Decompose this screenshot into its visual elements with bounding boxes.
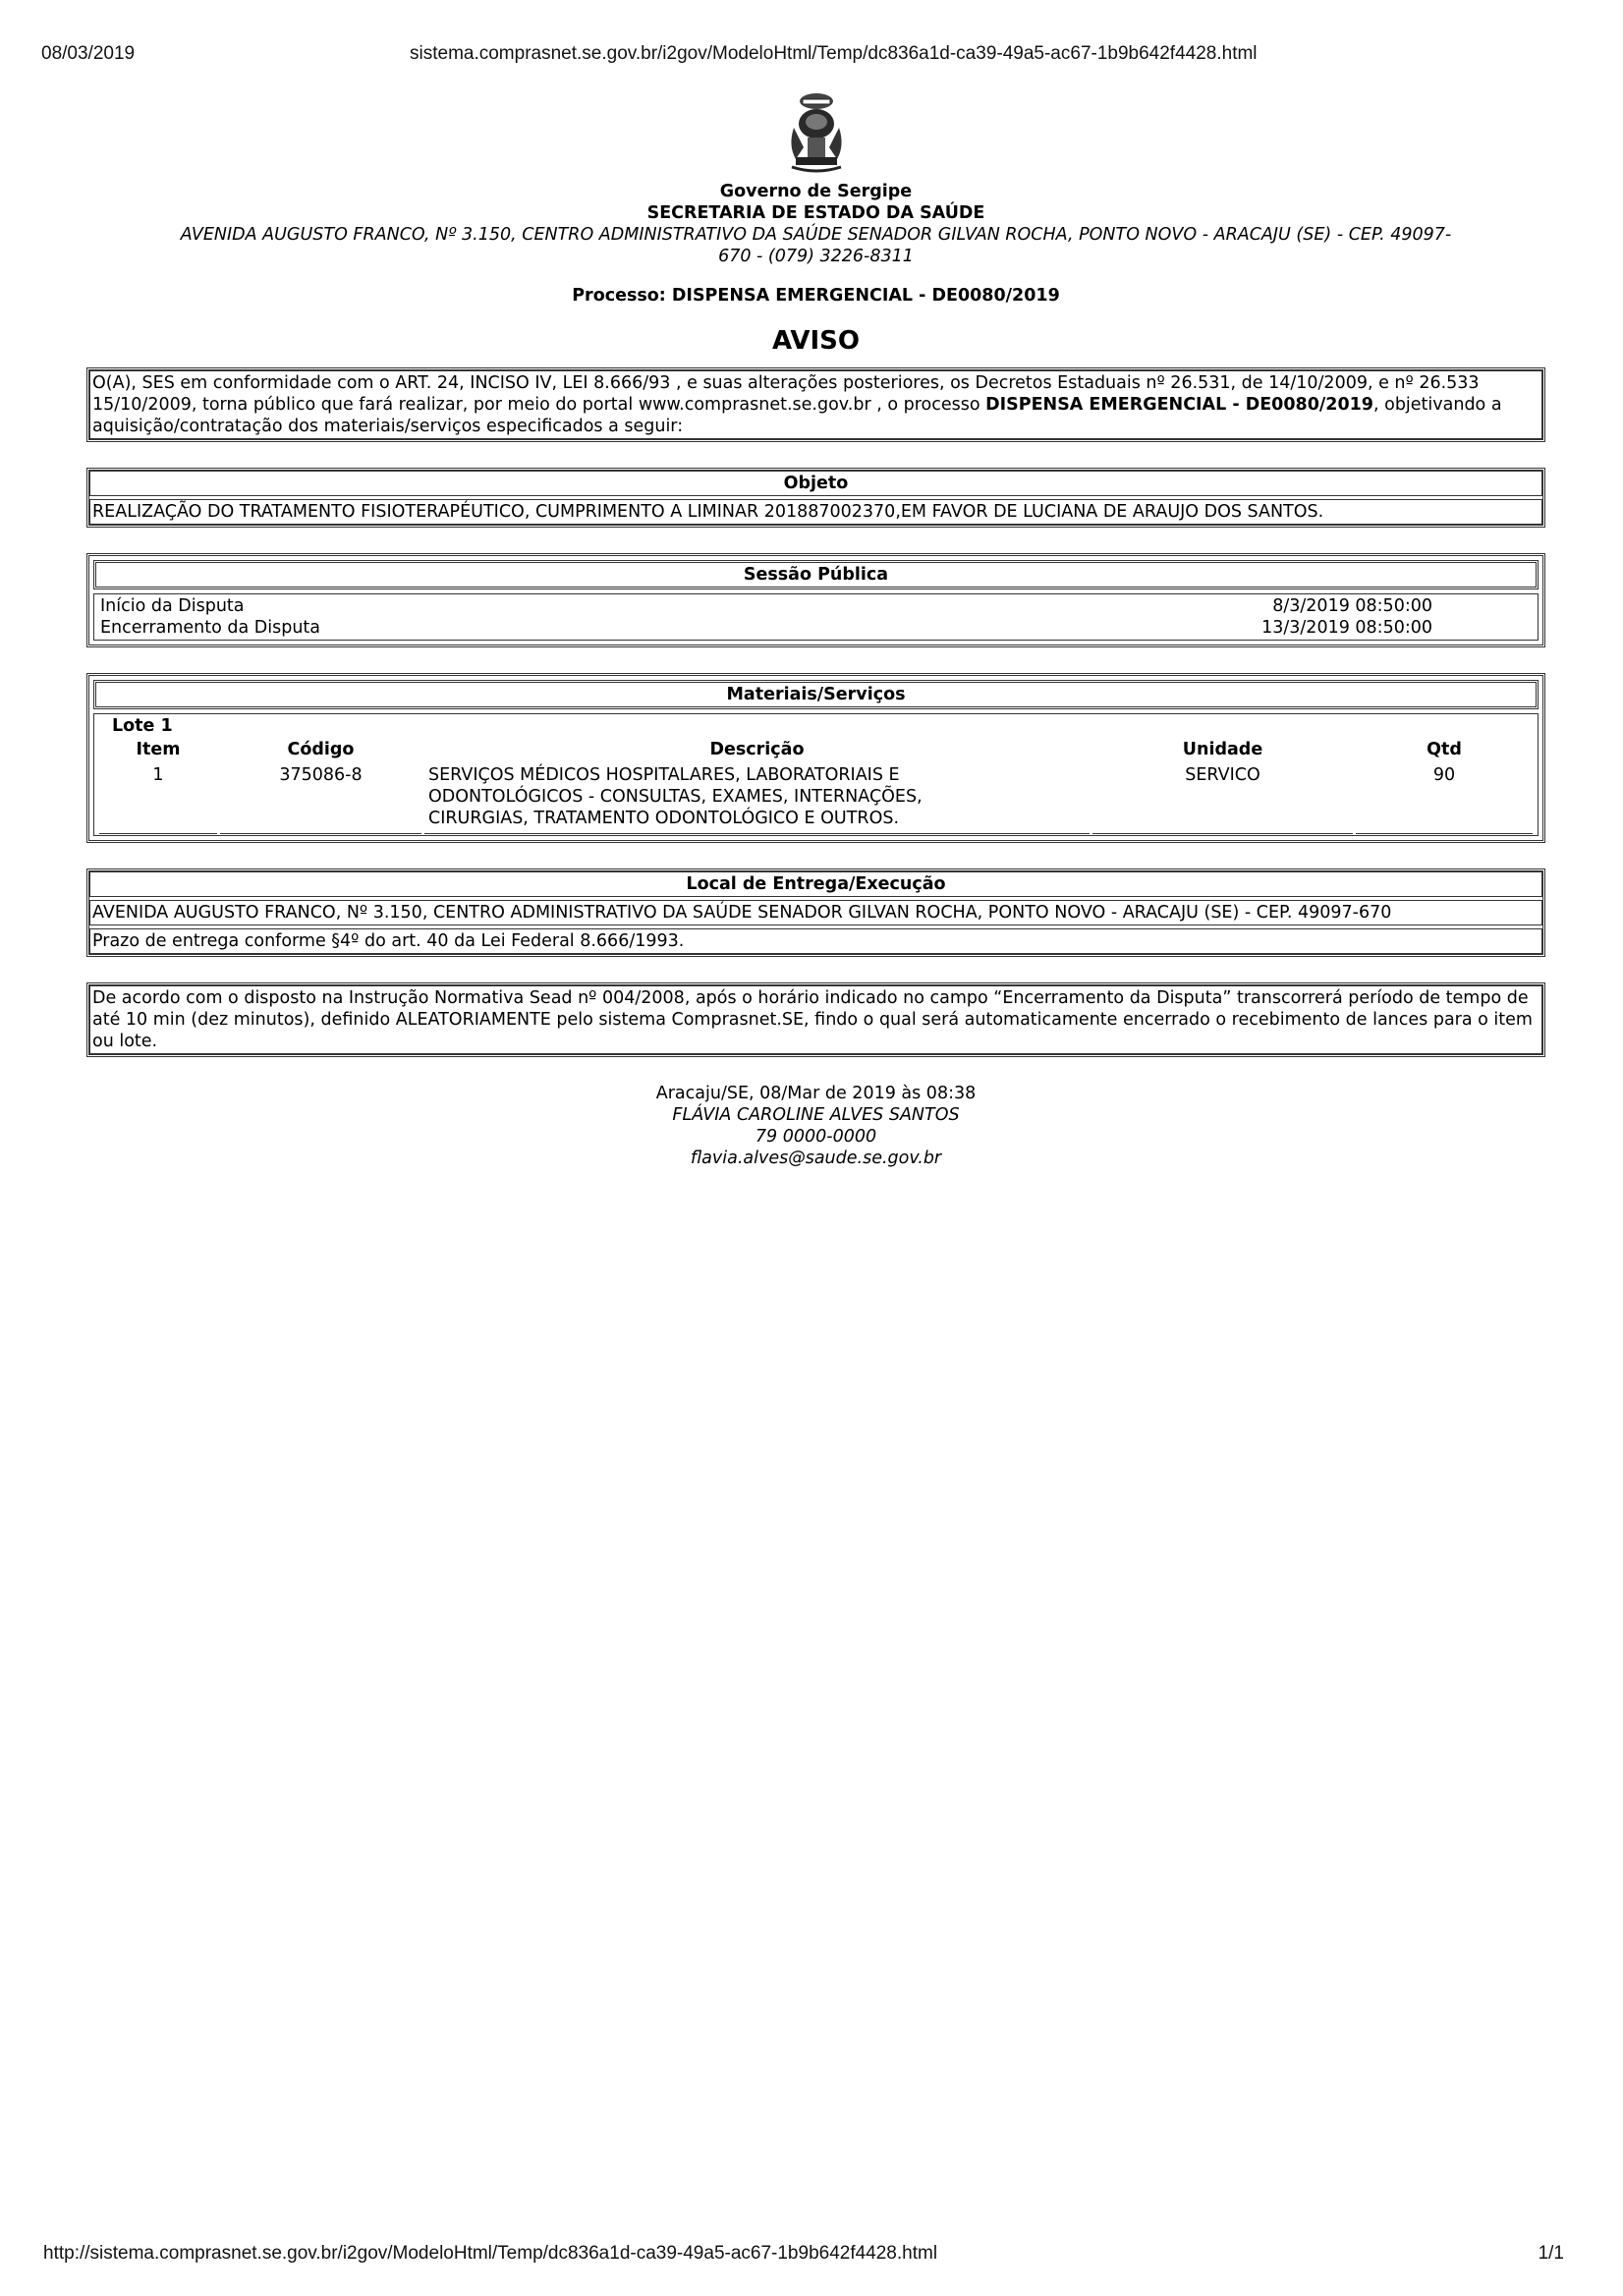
col-unidade: Unidade <box>1182 740 1263 759</box>
print-url: sistema.comprasnet.se.gov.br/i2gov/ModeloHtml/Temp/dc836a1d-ca39-49a5-ac67-1b9b642f4428.html <box>410 43 1258 64</box>
col-codigo: Código <box>287 740 355 759</box>
item-descricao <box>424 762 1090 834</box>
descricao-line-2: ODONTOLÓGICOS - CONSULTAS, EXAMES, INTERNAÇÕES, <box>428 787 923 807</box>
local-prazo: Prazo de entrega conforme §4º do art. 40 da Lei Federal 8.666/1993. <box>89 928 1542 954</box>
government-name: Governo de Sergipe <box>719 182 913 201</box>
col-descricao: Descrição <box>709 740 805 759</box>
objeto-heading: Objeto <box>89 471 1542 496</box>
local-box <box>86 868 1545 957</box>
item-codigo: 375086-8 <box>220 762 421 834</box>
sessao-heading: Sessão Pública <box>93 560 1539 589</box>
signature-name: FLÁVIA CAROLINE ALVES SANTOS <box>672 1105 960 1125</box>
signature-place-date: Aracaju/SE, 08/Mar de 2019 às 08:38 <box>655 1084 977 1103</box>
materiais-box <box>86 673 1545 843</box>
objeto-box <box>86 468 1545 528</box>
inicio-label: Início da Disputa <box>100 596 245 616</box>
sessao-box <box>86 553 1545 647</box>
document <box>86 88 1545 1169</box>
nota-text: De acordo com o disposto na Instrução Normativa Sead nº 004/2008, após o horário indicado no campo “Encerramento da Disputa” transcorrerá período de tempo de até 10 min (dez minutos), definido ALEATORIAMENTE pelo sistema Comprasnet.SE, findo o qual será automaticamente encerrado o recebimento de lances para o item ou lote. <box>89 985 1542 1054</box>
page-title: AVISO <box>772 326 860 356</box>
col-item: Item <box>136 740 181 759</box>
footer-page: 1/1 <box>1538 2243 1564 2264</box>
item-number: 1 <box>99 762 217 834</box>
descricao-line-1: SERVIÇOS MÉDICOS HOSPITALARES, LABORATORIAIS E <box>428 765 900 785</box>
intro-paragraph <box>89 370 1542 439</box>
items-table <box>96 737 1536 834</box>
footer-url: http://sistema.comprasnet.se.gov.br/i2gov/ModeloHtml/Temp/dc836a1d-ca39-49a5-ac67-1b9b642f4428.html <box>43 2243 938 2264</box>
signature-block <box>86 1083 1545 1169</box>
signature-email: flavia.alves@saude.se.gov.br <box>690 1148 942 1168</box>
signature-phone: 79 0000-0000 <box>755 1127 877 1147</box>
item-unidade: SERVICO <box>1092 762 1353 834</box>
local-address: AVENIDA AUGUSTO FRANCO, Nº 3.150, CENTRO ADMINISTRATIVO DA SAÚDE SENADOR GILVAN ROCHA, PONTO NOVO - ARACAJU (SE) - CEP. 49097-670 <box>89 900 1542 925</box>
inicio-row <box>96 595 1536 617</box>
print-date: 08/03/2019 <box>41 43 136 64</box>
encerramento-value: 13/3/2019 08:50:00 <box>1261 618 1432 638</box>
col-qtd: Qtd <box>1427 740 1462 759</box>
intro-process-bold: DISPENSA EMERGENCIAL - DE0080/2019 <box>985 395 1373 415</box>
lote-panel <box>93 713 1539 836</box>
local-heading: Local de Entrega/Execução <box>89 871 1542 897</box>
intro-text: O(A), SES em conformidade com o ART. 24, INCISO IV, LEI 8.666/93 , e suas alterações posteriores, os Decretos Estaduais nº 26.531, de 14/10/2009, e nº 26.533 15/10/2009, torna público que fará realizar, por meio do portal www.comprasnet.se.gov.br , o processo <box>92 373 1480 415</box>
encerramento-label: Encerramento da Disputa <box>100 618 321 638</box>
descricao-line-3: CIRURGIAS, TRATAMENTO ODONTOLÓGICO E OUTROS. <box>428 809 900 828</box>
nota-box <box>86 982 1545 1057</box>
address-line-1: AVENIDA AUGUSTO FRANCO, Nº 3.150, CENTRO ADMINISTRATIVO DA SAÚDE SENADOR GILVAN ROCHA, PONTO NOVO - ARACAJU (SE) - CEP. 49097- <box>180 225 1452 245</box>
table-row <box>99 762 1533 834</box>
secretariat-name: SECRETARIA DE ESTADO DA SAÚDE <box>646 203 985 223</box>
lote-label: Lote 1 <box>112 716 173 736</box>
sessao-dates <box>93 593 1539 641</box>
process-number: Processo: DISPENSA EMERGENCIAL - DE0080/2019 <box>572 286 1060 306</box>
intro-box <box>86 367 1545 442</box>
intro-text-end: , objetivando a aquisição/contratação dos materiais/serviços especificados a seguir: <box>92 395 1502 436</box>
address-line-2: 670 - (079) 3226-8311 <box>718 247 914 266</box>
state-emblem-icon <box>782 88 851 173</box>
item-qtd: 90 <box>1356 762 1533 834</box>
inicio-value: 8/3/2019 08:50:00 <box>1272 596 1432 616</box>
items-header-row <box>99 737 1533 762</box>
encerramento-row <box>96 617 1536 639</box>
materiais-heading: Materiais/Serviços <box>93 680 1539 709</box>
objeto-text: REALIZAÇÃO DO TRATAMENTO FISIOTERAPÉUTICO, CUMPRIMENTO A LIMINAR 201887002370,EM FAVOR DE LUCIANA DE ARAUJO DOS SANTOS. <box>89 499 1542 525</box>
